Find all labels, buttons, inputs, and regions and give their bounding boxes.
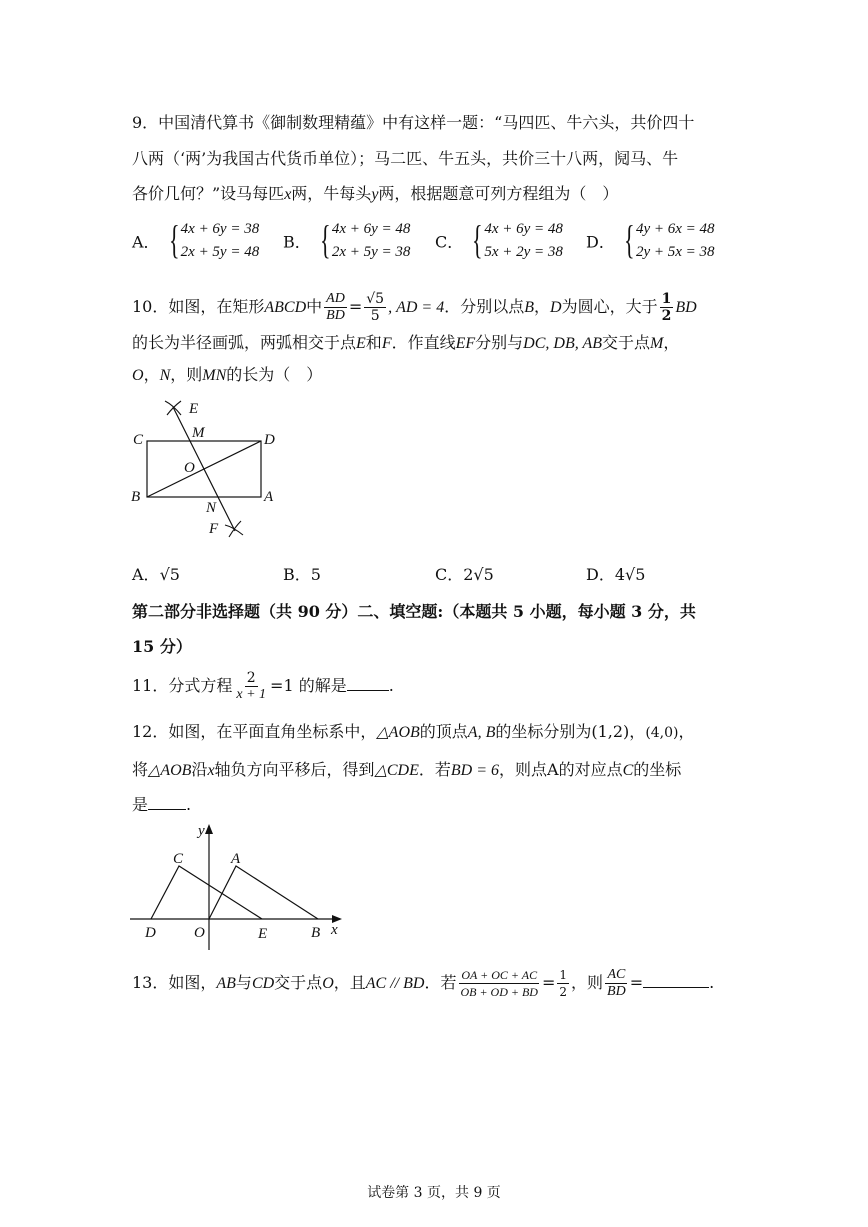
q9-option-c[interactable]	[435, 218, 563, 264]
pt-o: O	[132, 367, 144, 384]
pts-ab: A, B	[467, 724, 496, 741]
q12-line3	[132, 794, 191, 816]
fraction-2-over-x1: $\frac{2}{x + 1}$	[236, 670, 267, 702]
parallel-statement: AC // BD	[365, 975, 425, 992]
label-m: M	[192, 425, 205, 441]
q10-text: ，	[143, 365, 160, 384]
bd-eq: BD = 6	[450, 762, 500, 779]
q10-option-c[interactable]	[435, 562, 494, 585]
q10-text: ．作直线	[391, 333, 456, 352]
fraction-perimeter-ratio: $\frac{OA + OC + AC}{OB + OD + BD}$	[460, 968, 538, 999]
label-a: A	[231, 851, 241, 867]
q10-text: 的长为（ ）	[226, 365, 323, 384]
answer-blank[interactable]	[347, 676, 389, 691]
fraction-half: $\frac{1}{2}$	[661, 291, 672, 324]
var-x: x	[284, 186, 292, 203]
q13-text: ．若	[424, 973, 457, 992]
seg-mn: MN	[202, 367, 227, 384]
pt-e: E	[356, 335, 366, 352]
label-e: E	[189, 401, 199, 417]
option-label: D．	[586, 565, 615, 584]
q12-text: 轴负方向平移后，得到	[214, 760, 375, 779]
q13-text: 交于点	[274, 973, 323, 992]
q13-text: ，则	[571, 973, 604, 992]
coord-a: (1,2)	[591, 722, 630, 741]
y-axis-arrow	[205, 824, 213, 834]
equation-system: { 4x + 6y = 38 2x + 5y = 48	[168, 217, 260, 262]
option-label: B．	[283, 232, 311, 252]
pt-b: B	[524, 299, 534, 316]
option-label: C．	[435, 232, 464, 252]
q12-text: .	[186, 795, 192, 814]
q11-line	[132, 666, 394, 706]
option-label: A．	[132, 232, 160, 252]
q10-text: ，则	[170, 365, 203, 384]
label-c: C	[173, 851, 184, 867]
label-y: y	[198, 823, 205, 839]
q10-text: ．分别以点	[444, 297, 525, 316]
q12-text: ，	[629, 722, 646, 741]
q11-text: 11．分式方程	[132, 676, 233, 695]
option-label: A．	[132, 565, 160, 584]
rect-name: ABCD	[264, 299, 307, 316]
pt-d: D	[550, 299, 562, 316]
q10-text: ，	[663, 333, 680, 352]
label-c: C	[133, 432, 144, 448]
q10-text: 为圆心，大于	[561, 297, 658, 316]
equation-system: { 4x + 6y = 48 5x + 2y = 38	[472, 217, 563, 262]
triangle-cde-shape	[151, 866, 262, 919]
q10-text: 分别与	[475, 333, 524, 352]
part2-heading-line1: 第二部分非选择题（共 90 分）二、填空题:（本题共 5 小题，每小题 3 分，共	[132, 602, 696, 621]
label-d: D	[145, 925, 156, 941]
option-value: 4√5	[614, 565, 646, 584]
label-b: B	[311, 925, 321, 941]
coord-b: (4,0)	[645, 725, 679, 741]
option-label: C．	[435, 565, 464, 584]
triangle-aob-shape	[209, 866, 318, 919]
q12-text: 的坐标分别为	[495, 722, 592, 741]
option-value: 5	[310, 565, 321, 584]
q10-text: 中	[306, 297, 323, 316]
q12-text: 的坐标	[633, 760, 682, 779]
equation: 2x + 5y = 48	[180, 244, 260, 260]
label-f: F	[209, 521, 219, 537]
var-y: y	[371, 186, 379, 203]
q13-text: .	[709, 973, 715, 992]
pt-a: A	[547, 760, 559, 779]
pt-o: O	[322, 975, 334, 992]
pt-n: N	[159, 367, 171, 384]
label-e: E	[258, 926, 268, 942]
q11-text: .	[388, 676, 394, 695]
answer-blank[interactable]	[148, 795, 186, 810]
line-ef: EF	[455, 335, 476, 352]
fraction-ad-bd: $\frac{AD}{BD}$	[326, 291, 345, 323]
q10-option-a[interactable]	[132, 562, 180, 585]
answer-blank[interactable]	[643, 973, 709, 988]
equation-system: { 4x + 6y = 48 2x + 5y = 38	[319, 217, 411, 262]
q12-text: 是	[132, 795, 149, 814]
pt-f: F	[381, 335, 392, 352]
q12-text: 沿	[191, 760, 208, 779]
equation: 5x + 2y = 38	[484, 244, 563, 260]
q12-figure	[126, 818, 351, 953]
equation: 4x + 6y = 48	[484, 221, 563, 237]
fraction-half: $\frac{1}{2}$	[559, 968, 568, 999]
q9-option-a[interactable]	[132, 218, 259, 264]
pt-m: M	[650, 335, 664, 352]
seg-ab: AB	[216, 975, 236, 992]
option-value: √5	[159, 565, 180, 584]
equation: 4x + 6y = 38	[180, 221, 260, 237]
q13-text: ，且	[333, 973, 366, 992]
fraction-sqrt5-5: $\frac{√5}{5}$	[366, 291, 385, 324]
equation: 2y + 5x = 38	[635, 244, 715, 260]
triangle-aob: △AOB	[148, 762, 192, 779]
q10-text: 和	[365, 333, 382, 352]
q12-text: 12．如图，在平面直角坐标系中，	[132, 722, 377, 741]
q12-text: 的顶点	[419, 722, 468, 741]
q9-text: 各价几何？”设马每匹	[132, 184, 285, 203]
q9-text: 两，牛每头	[291, 184, 372, 203]
triangle-cde: △CDE	[374, 762, 419, 779]
q9-line2: 八两（‘两’为我国古代货币单位）；马二匹、牛五头，共价三十八两，阋马、牛	[132, 149, 679, 168]
seg-cd: CD	[251, 975, 275, 992]
label-b: B	[131, 489, 141, 505]
q13-line	[132, 963, 714, 1004]
triangle-aob: △AOB	[376, 724, 420, 741]
q11-text: =1 的解是	[270, 676, 347, 695]
segments: DC, DB, AB	[523, 335, 602, 352]
q10-line2	[132, 332, 679, 355]
ad-eq: , AD = 4	[388, 299, 445, 316]
option-label: B．	[283, 565, 311, 584]
q13-text: 与	[235, 973, 252, 992]
q12-text: 的对应点	[558, 760, 623, 779]
q9-option-d[interactable]	[586, 218, 715, 264]
label-d: D	[264, 432, 275, 448]
q12-line2	[132, 759, 681, 782]
page-footer: 试卷第 3 页，共 9 页	[367, 1185, 501, 1201]
part2-heading-line2: 15 分）	[132, 637, 192, 656]
equation: 2x + 5y = 38	[331, 244, 411, 260]
q12-text: ，则点	[499, 760, 548, 779]
q9-line1: 9．中国清代算书《御制数理精蕴》中有这样一题：“马四匹、牛六头，共价四十	[132, 113, 695, 132]
q10-figure	[125, 395, 285, 545]
equation-system: { 4y + 6x = 48 2y + 5x = 38	[623, 217, 715, 262]
q10-line3	[132, 364, 322, 387]
label-o: O	[194, 925, 205, 941]
q10-option-d[interactable]	[586, 562, 645, 585]
equation: 4x + 6y = 48	[331, 221, 411, 237]
q10-text: 交于点	[601, 333, 650, 352]
q12-text: ．若	[418, 760, 451, 779]
q10-text: ，	[534, 297, 551, 316]
pt-c: C	[622, 762, 634, 779]
q13-text: 13．如图，	[132, 973, 217, 992]
option-value: 2√5	[463, 565, 494, 584]
label-a: A	[264, 489, 274, 505]
q10-text: 的长为半径画弧，两弧相交于点	[132, 333, 357, 352]
equals: =	[541, 973, 556, 992]
q12-text: 将	[132, 760, 149, 779]
q9-option-b[interactable]	[283, 218, 410, 264]
q10-option-b[interactable]	[283, 562, 321, 585]
option-label: D．	[586, 232, 615, 252]
q9-line3	[132, 183, 618, 206]
equation: 4y + 6x = 48	[635, 221, 715, 237]
seg-bd: BD	[675, 299, 697, 316]
label-n: N	[206, 500, 217, 516]
q10-line1: 10．如图，在矩形ABCD中 $\frac{AD}{BD}$ = $\frac{√5}{5}$ , AD = 4．分别以点B，D为圆心，大于 $\frac{1}{2}$ BD	[132, 291, 697, 324]
axis-x: x	[207, 762, 215, 779]
q9-text: 两，根据题意可列方程组为（ ）	[378, 184, 619, 203]
fraction-ac-bd: $\frac{AC}{BD}$	[607, 967, 626, 999]
label-x: x	[331, 922, 338, 938]
q12-line1	[132, 721, 695, 744]
q12-text: ，	[678, 722, 695, 741]
equals: =	[629, 973, 644, 992]
label-o: O	[184, 460, 195, 476]
q10-text: 10．如图，在矩形	[132, 297, 265, 316]
